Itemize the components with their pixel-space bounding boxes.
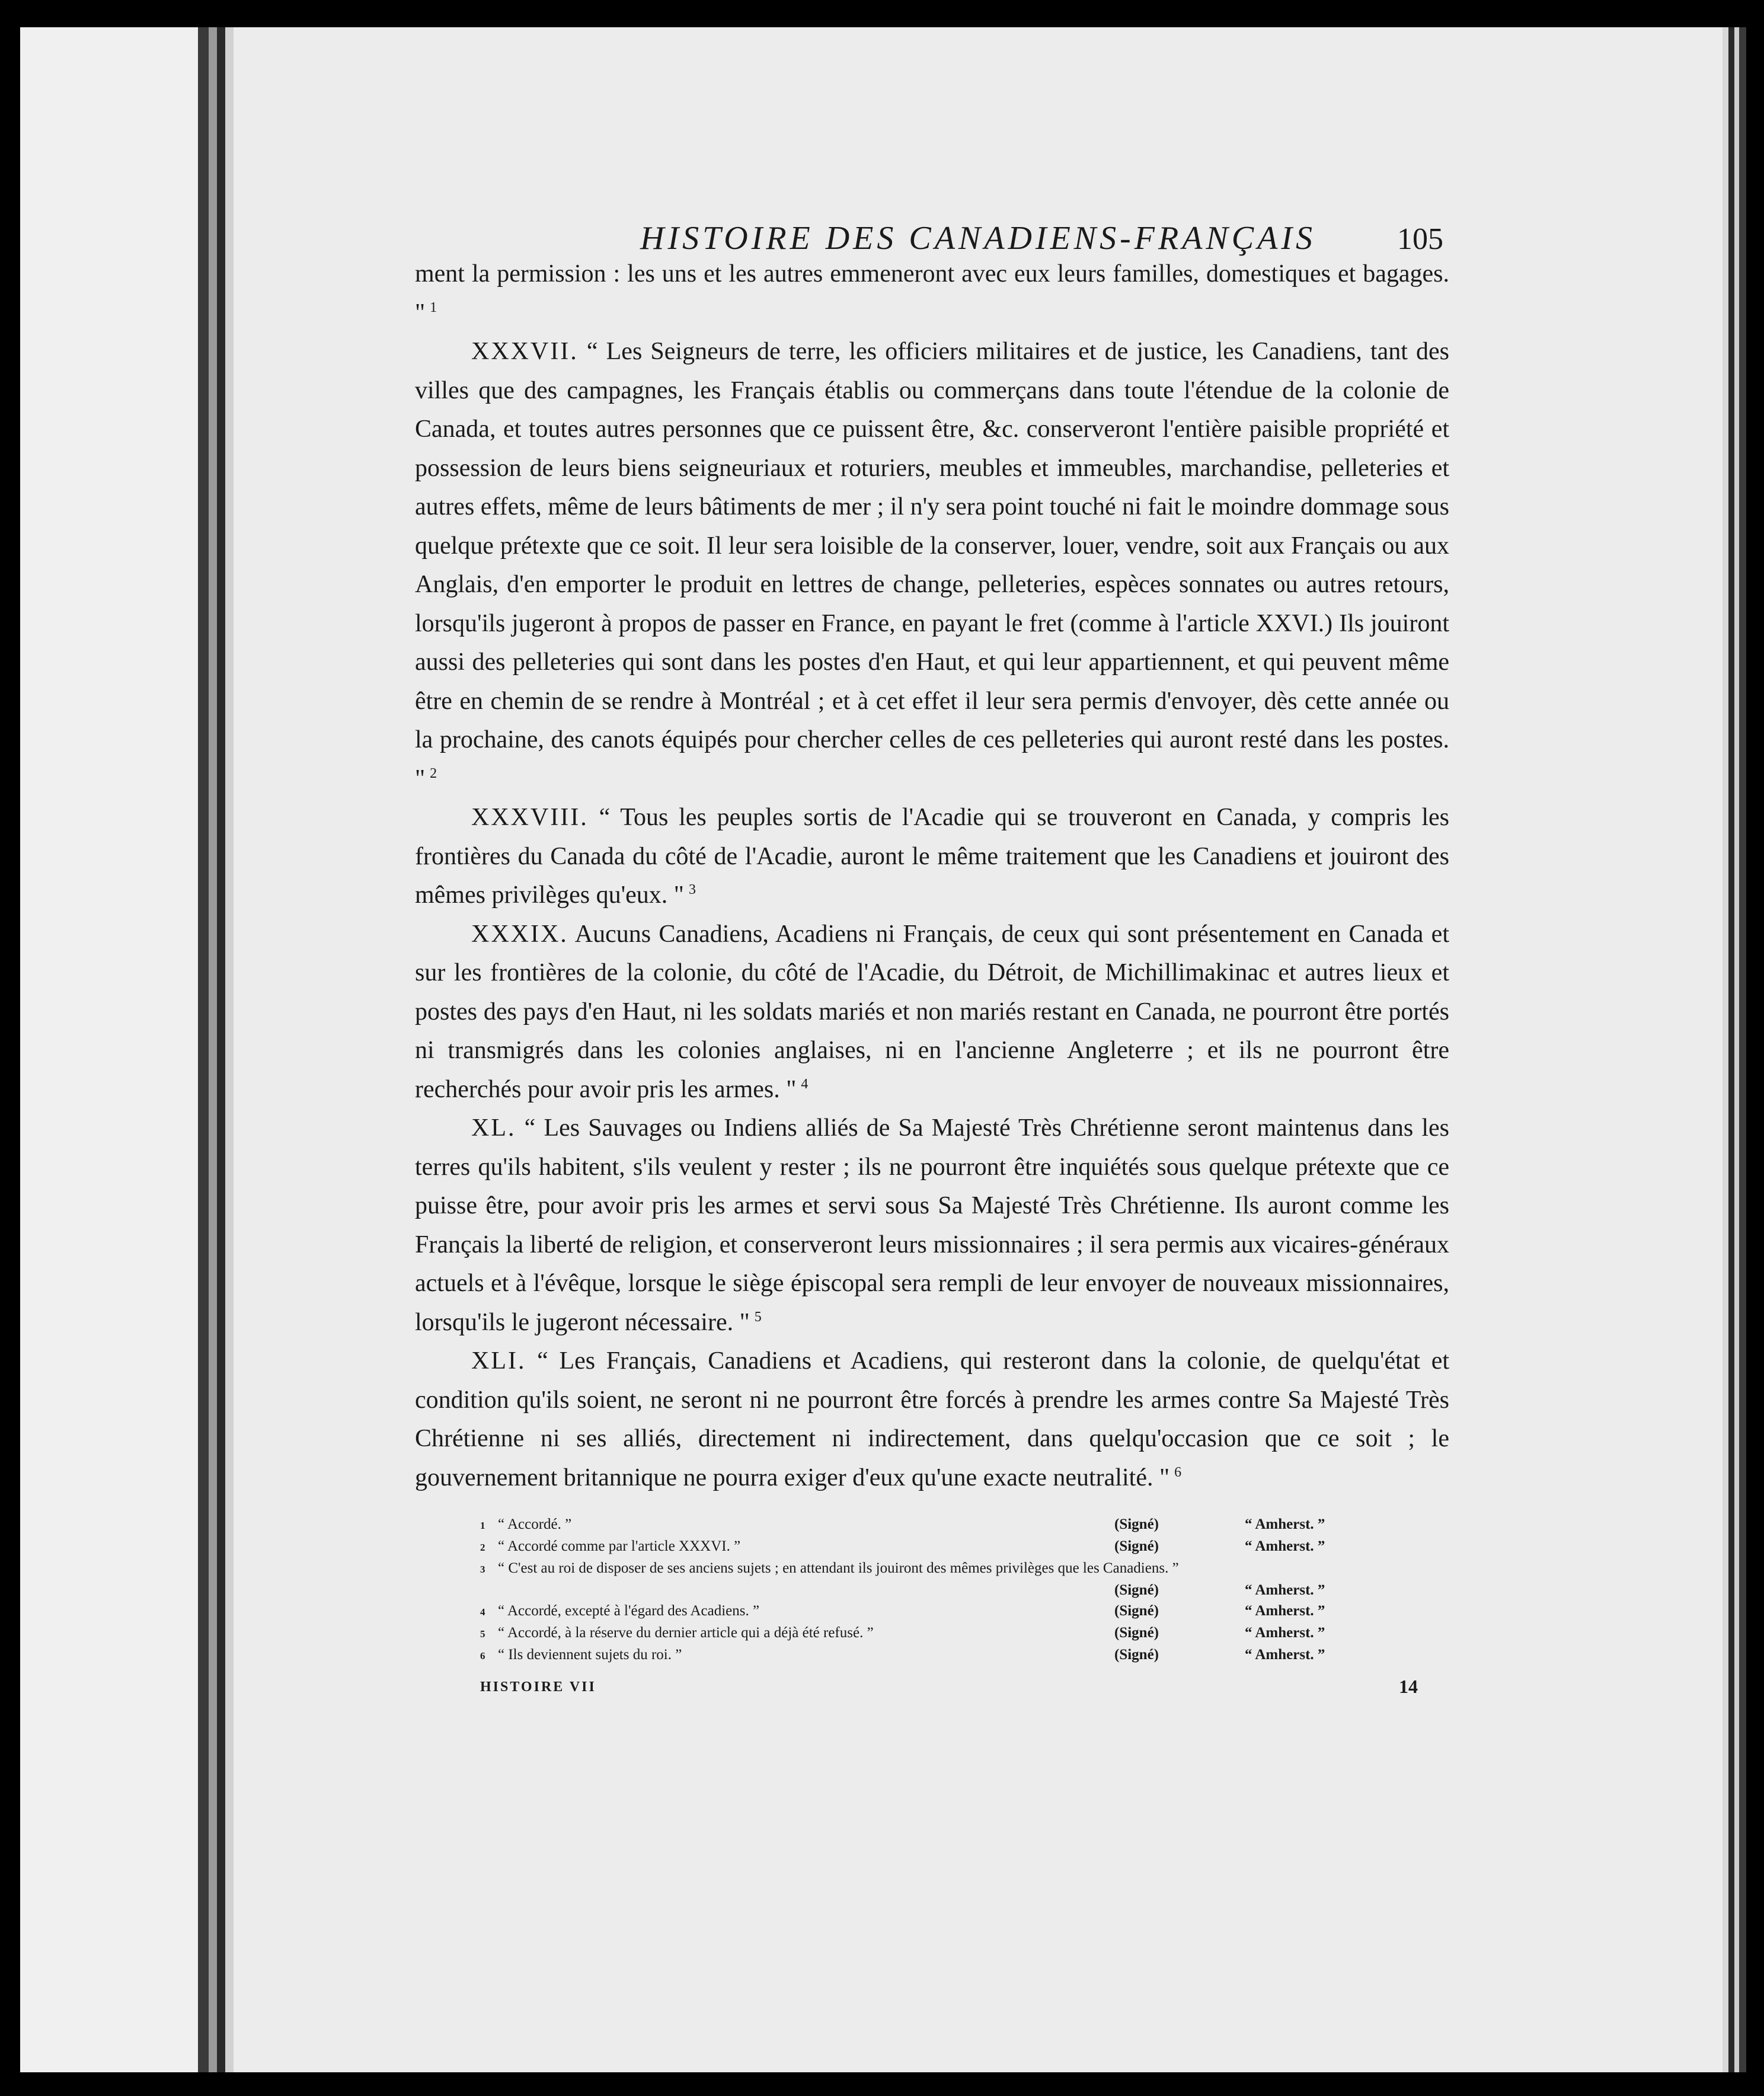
footnote-signed: (Signé) (1114, 1582, 1159, 1598)
footnote-signatory: “ Amherst. ” (1245, 1538, 1325, 1554)
paragraph-text: “ Les Sauvages ou Indiens alliés de Sa Majesté Très Chrétienne seront maintenus dans les terres qu'ils habitent, s'ils veulent y rester ; ils ne pourront être inquiétés sous quelque prétexte que ce puisse être, pour avoir pris les armes et servi sous Sa Majesté Très Chrétienne. Ils auront comme les Français la liberté de religion, et conserveront leurs missionnaires ; il sera permis aux vicaires-généraux actuels et à l'évêque, lorsque le siège épiscopal sera rempli de leur envoyer de nouveaux missionnaires, lorsqu'ils le jugeront nécessaire. " (415, 1114, 1450, 1336)
footnote-number: 2 (480, 1542, 485, 1553)
page-footer (415, 1676, 1418, 1711)
footnote-signatory: “ Amherst. ” (1245, 1603, 1325, 1619)
footnote-number: 3 (480, 1564, 485, 1575)
paragraph-continuation (415, 255, 1449, 333)
footnote-signatory: “ Amherst. ” (1245, 1582, 1325, 1598)
right-page-edge (1723, 27, 1746, 2072)
footnote-number: 5 (480, 1628, 485, 1640)
article-xxxviii (415, 798, 1449, 915)
article-xl (415, 1109, 1449, 1342)
footnote-signatory: “ Amherst. ” (1245, 1625, 1325, 1641)
footnote-signed: (Signé) (1114, 1516, 1159, 1532)
footnote-item (480, 1622, 1325, 1644)
sheet-number: 14 (1399, 1676, 1418, 1697)
footnote-text: “ Ils deviennent sujets du roi. ” (498, 1647, 682, 1663)
left-page-edge (20, 27, 202, 2072)
footnote-signed: (Signé) (1114, 1647, 1159, 1663)
footnote-text: “ Accordé comme par l'article XXXVI. ” (498, 1538, 741, 1554)
running-title: HISTOIRE DES CANADIENS-FRANÇAIS (640, 220, 1316, 257)
footnote-number: 4 (480, 1606, 485, 1618)
running-head (415, 190, 1449, 255)
footnote-text: “ Accordé. ” (498, 1516, 572, 1532)
footnote-item (480, 1644, 1325, 1666)
footnote-item (480, 1514, 1325, 1536)
article-xxxvii (415, 333, 1449, 798)
footnote-ref: 5 (754, 1309, 762, 1325)
footnote-ref: 1 (430, 299, 437, 315)
body-text (415, 255, 1449, 1497)
article-xli (415, 1342, 1449, 1497)
footnote-number: 1 (480, 1520, 485, 1531)
article-xxxix (415, 915, 1449, 1110)
paragraph-text: “ Tous les peuples sortis de l'Acadie qui se trouveront en Canada, y compris les frontières du Canada du côté de l'Acadie, auront le même traitement que les Canadiens et jouiront des mêmes privilèges qu'eux. " (415, 804, 1450, 909)
footnote-item (480, 1536, 1325, 1558)
footnote-signed: (Signé) (1114, 1538, 1159, 1554)
page-number: 105 (1397, 222, 1443, 256)
footnote-signed: (Signé) (1114, 1625, 1159, 1641)
footnote-signed: (Signé) (1114, 1603, 1159, 1619)
signature-mark: HISTOIRE VII (480, 1679, 596, 1695)
footnote-signatory: “ Amherst. ” (1245, 1647, 1325, 1663)
footnote-item-signature (480, 1580, 1325, 1600)
footnote-item (480, 1558, 1221, 1580)
footnotes (480, 1514, 1325, 1666)
book-spine (198, 27, 234, 2072)
footnote-ref: 4 (801, 1076, 808, 1092)
paragraph-text: “ Les Français, Canadiens et Acadiens, qui resteront dans la colonie, de quelqu'état et condition qu'ils soient, ne seront ni ne pourront être forcés à prendre les armes contre Sa Majesté Très Chrétienne ni ses alliés, directement ni indirectement, dans quelqu'occasion que ce soit ; le gouvernement britannique ne pourra exiger d'eux qu'une exacte neutralité. " (415, 1347, 1450, 1491)
footnote-number: 6 (480, 1650, 485, 1662)
article-number: XXXIX. (471, 920, 568, 948)
article-number: XXXVII. (471, 338, 579, 365)
footnote-signatory: “ Amherst. ” (1245, 1516, 1325, 1532)
footnote-item (480, 1600, 1325, 1622)
article-number: XXXVIII. (471, 804, 589, 831)
article-number: XLI. (471, 1347, 526, 1375)
footnote-ref: 2 (430, 765, 437, 781)
paragraph-text: ment la permission : les uns et les autres emmeneront avec eux leurs familles, domestiques et bagages. " (415, 260, 1449, 327)
footnote-text: “ Accordé, excepté à l'égard des Acadiens. ” (498, 1603, 760, 1619)
book-page (415, 190, 1449, 1711)
footnote-text: “ Accordé, à la réserve du dernier article qui a déjà été refusé. ” (498, 1625, 874, 1641)
paragraph-text: “ Les Seigneurs de terre, les officiers militaires et de justice, les Canadiens, tant des villes que des campagnes, les Français établis ou commerçans dans toute l'étendue de la colonie de Canada, et toutes autres personnes que ce puissent être, &c. conserveront l'entière paisible propriété et possession de leurs biens seigneuriaux et roturiers, meubles et immeubles, marchandise, pelleteries et autres effets, même de leurs bâtiments de mer ; il n'y sera point touché ni fait le moindre dommage sous quelque prétexte que ce soit. Il leur sera loisible de la conserver, louer, vendre, soit aux Français ou aux Anglais, d'en emporter le produit en lettres de change, pelleteries, espèces sonnates ou autres retours, lorsqu'ils jugeront à propos de passer en France, en payant le fret (comme à l'article XXVI.) Ils jouiront aussi des pelleteries qui sont dans les postes d'en Haut, et qui leur appartiennent, et qui peuvent même être en chemin de se rendre à Montréal ; et à cet effet il leur sera permis d'envoyer, dès cette année ou la prochaine, des canots équipés pour chercher celles de ces pelleteries qui auront resté dans les postes. " (415, 338, 1449, 793)
footnote-ref: 6 (1174, 1464, 1182, 1480)
article-number: XL. (471, 1114, 516, 1142)
paragraph-text: Aucuns Canadiens, Acadiens ni Français, de ceux qui sont présentement en Canada et sur les frontières de la colonie, du côté de l'Acadie, du Détroit, de Michillimakinac et autres lieux et postes des pays d'en Haut, ni les soldats mariés et non mariés restant en Canada, ne pourront être portés ni transmigrés dans les colonies anglaises, ni en l'ancienne Angleterre ; et ils ne pourront être recherchés pour avoir pris les armes. " (415, 920, 1449, 1103)
footnote-text: “ C'est au roi de disposer de ses anciens sujets ; en attendant ils jouiront des mêmes privilèges que les Canadiens. ” (498, 1560, 1179, 1576)
footnote-ref: 3 (688, 882, 696, 897)
